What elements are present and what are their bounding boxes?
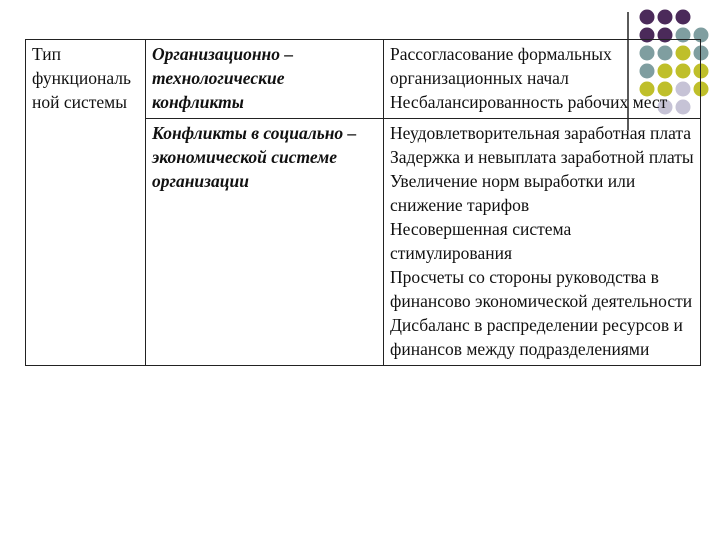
category-cell: Организационно – технологические конфликты: [146, 40, 384, 119]
decorative-dot: [676, 10, 691, 25]
cause-item: Просчеты со стороны руководства в финансово экономической деятельности: [390, 267, 693, 311]
decorative-dot: [640, 10, 655, 25]
cause-item: Задержка и невыплата заработной платы: [390, 147, 694, 167]
cause-item: Увеличение норм выработки или снижение тарифов: [390, 171, 636, 215]
cause-item: Несбалансированность рабочих мест: [390, 92, 668, 112]
cause-item: Дисбаланс в распределении ресурсов и финансов между подразделениями: [390, 315, 683, 359]
causes-cell: [384, 119, 701, 366]
cause-item: Рассогласование формальных организационных начал: [390, 44, 612, 88]
conflict-table: [25, 39, 701, 366]
decorative-dot: [658, 10, 673, 25]
table-row: [26, 40, 701, 119]
cause-item: Неудовлетворительная заработная плата: [390, 123, 692, 143]
functional-system-type-cell: Тип функциональ ной системы: [26, 40, 146, 366]
cause-item: Несовершенная система стимулирования: [390, 219, 572, 263]
category-cell: Конфликты в социально – экономической системе организации: [146, 119, 384, 366]
causes-cell: [384, 40, 701, 119]
